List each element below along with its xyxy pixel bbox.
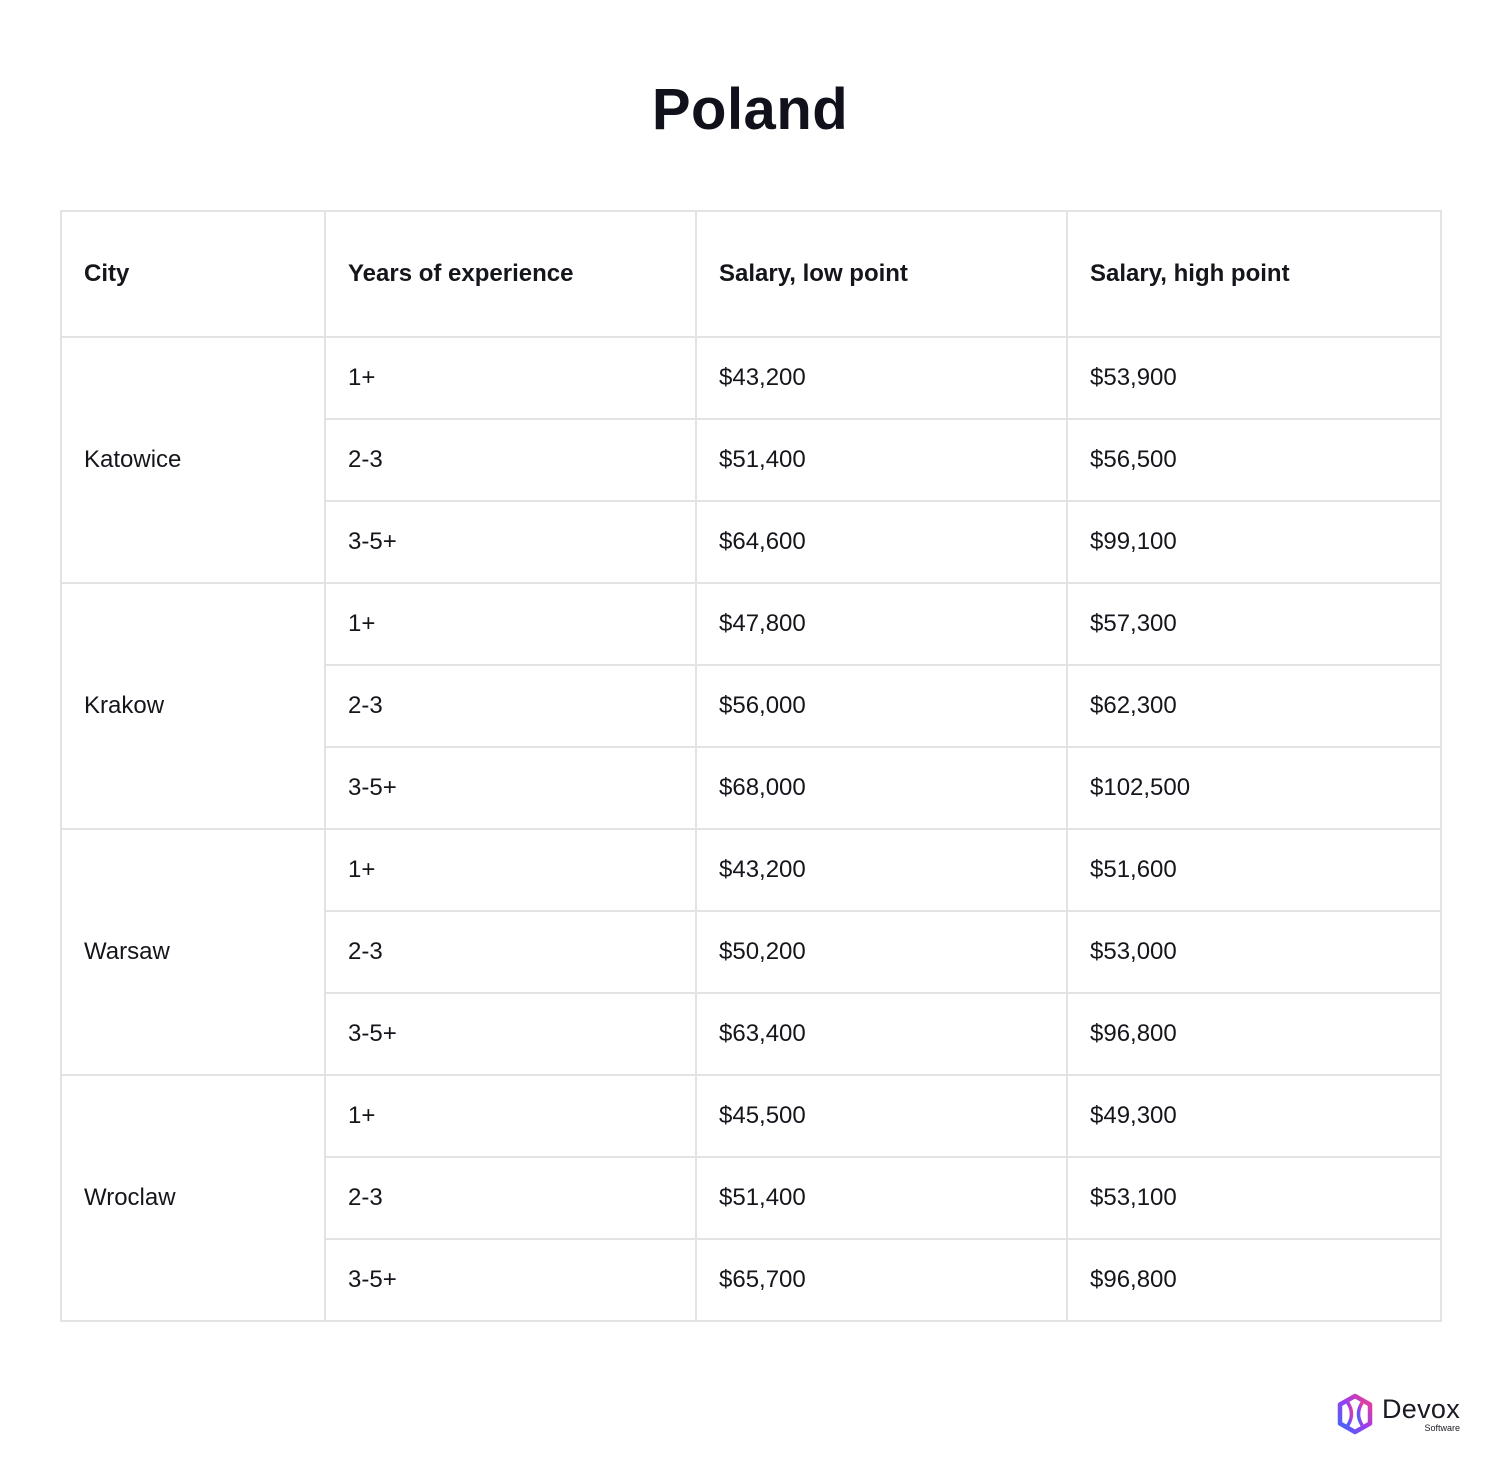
column-header-city: City bbox=[61, 211, 325, 337]
salary-low-cell: $43,200 bbox=[696, 337, 1067, 419]
salary-high-cell: $53,900 bbox=[1067, 337, 1441, 419]
salary-low-cell: $64,600 bbox=[696, 501, 1067, 583]
city-cell: Katowice bbox=[61, 337, 325, 583]
page-title: Poland bbox=[651, 77, 849, 142]
devox-logo-icon bbox=[1334, 1393, 1376, 1435]
experience-cell: 1+ bbox=[325, 337, 696, 419]
salary-low-cell: $50,200 bbox=[696, 911, 1067, 993]
salary-high-cell: $53,100 bbox=[1067, 1157, 1441, 1239]
salary-high-cell: $62,300 bbox=[1067, 665, 1441, 747]
logo-name: Devox bbox=[1381, 1393, 1460, 1424]
salary-low-cell: $51,400 bbox=[696, 419, 1067, 501]
experience-cell: 1+ bbox=[325, 1075, 696, 1157]
experience-cell: 2-3 bbox=[325, 911, 696, 993]
salary-high-cell: $102,500 bbox=[1067, 747, 1441, 829]
salary-high-cell: $49,300 bbox=[1067, 1075, 1441, 1157]
salary-high-cell: $99,100 bbox=[1067, 501, 1441, 583]
salary-low-cell: $43,200 bbox=[696, 829, 1067, 911]
table-row bbox=[61, 583, 1441, 665]
salary-high-cell: $96,800 bbox=[1067, 1239, 1441, 1321]
column-header-experience: Years of experience bbox=[325, 211, 696, 337]
experience-cell: 2-3 bbox=[325, 665, 696, 747]
salary-low-cell: $65,700 bbox=[696, 1239, 1067, 1321]
salary-low-cell: $51,400 bbox=[696, 1157, 1067, 1239]
column-header-salary-low: Salary, low point bbox=[696, 211, 1067, 337]
salary-high-cell: $96,800 bbox=[1067, 993, 1441, 1075]
table-row bbox=[61, 337, 1441, 419]
experience-cell: 3-5+ bbox=[325, 993, 696, 1075]
city-cell: Wroclaw bbox=[61, 1075, 325, 1321]
salary-high-cell: $57,300 bbox=[1067, 583, 1441, 665]
experience-cell: 2-3 bbox=[325, 1157, 696, 1239]
column-header-salary-high: Salary, high point bbox=[1067, 211, 1441, 337]
table-row bbox=[61, 829, 1441, 911]
salary-high-cell: $56,500 bbox=[1067, 419, 1441, 501]
city-cell: Warsaw bbox=[61, 829, 325, 1075]
devox-logo bbox=[1334, 1393, 1460, 1435]
experience-cell: 3-5+ bbox=[325, 1239, 696, 1321]
experience-cell: 1+ bbox=[325, 583, 696, 665]
salary-low-cell: $56,000 bbox=[696, 665, 1067, 747]
salary-high-cell: $53,000 bbox=[1067, 911, 1441, 993]
salary-low-cell: $45,500 bbox=[696, 1075, 1067, 1157]
salary-low-cell: $68,000 bbox=[696, 747, 1067, 829]
salary-table bbox=[60, 210, 1442, 1322]
city-cell: Krakow bbox=[61, 583, 325, 829]
logo-subtitle: Software bbox=[1424, 1422, 1460, 1433]
table-row bbox=[61, 1075, 1441, 1157]
experience-cell: 2-3 bbox=[325, 419, 696, 501]
experience-cell: 3-5+ bbox=[325, 747, 696, 829]
salary-high-cell: $51,600 bbox=[1067, 829, 1441, 911]
experience-cell: 1+ bbox=[325, 829, 696, 911]
salary-low-cell: $47,800 bbox=[696, 583, 1067, 665]
salary-low-cell: $63,400 bbox=[696, 993, 1067, 1075]
experience-cell: 3-5+ bbox=[325, 501, 696, 583]
table-header-row bbox=[61, 211, 1441, 337]
